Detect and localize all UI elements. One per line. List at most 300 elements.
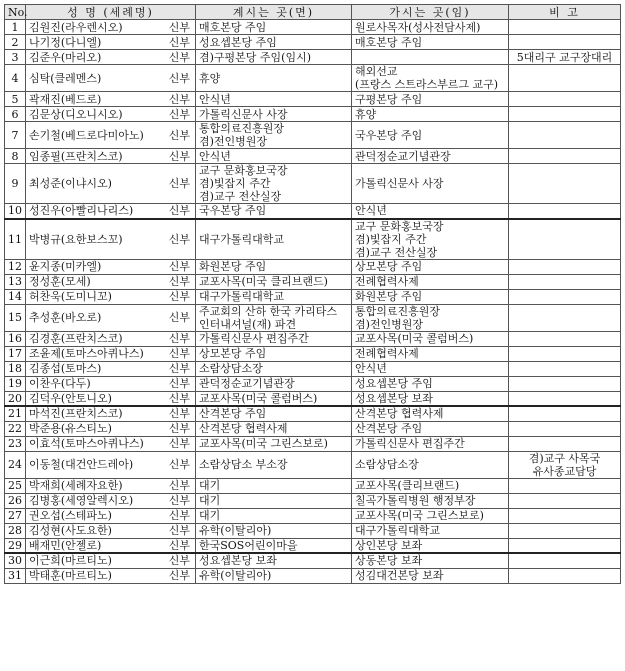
priest-name: 김문상(디오니시오) [29, 107, 123, 121]
row-number: 26 [5, 493, 26, 508]
new-post-cell [352, 553, 509, 568]
new-post-line: 통합의료진흥원장 [355, 304, 441, 318]
remark-cell [509, 274, 621, 289]
current-post-cell [196, 289, 352, 304]
current-post-line: 성요셉본당 보좌 [199, 554, 277, 568]
new-post-line: 원로사목자(성사전담사제) [355, 20, 481, 34]
current-post-line: 겸)빛잡지 주간 [199, 177, 271, 190]
priest-name: 윤지종(미카엘) [29, 260, 102, 273]
table-row [5, 361, 621, 376]
new-post-line: 가톨릭신문사 편집주간 [355, 437, 465, 450]
row-number: 28 [5, 523, 26, 538]
new-post-line: (프랑스 스트라스부르그 교구) [355, 78, 499, 91]
new-post-cell [352, 391, 509, 406]
new-post-cell [352, 50, 509, 65]
current-post-cell [196, 361, 352, 376]
new-post-line: 화원본당 주임 [355, 290, 423, 303]
new-post-cell [352, 274, 509, 289]
table-row [5, 523, 621, 538]
current-post-cell [196, 274, 352, 289]
current-post-line: 겸)구평본당 주임(임시) [199, 50, 312, 64]
new-post-cell [352, 568, 509, 583]
table-body [5, 20, 621, 584]
priest-title: 신부 [168, 50, 190, 64]
new-post-cell [352, 478, 509, 493]
row-number: 24 [5, 451, 26, 478]
priest-title: 신부 [168, 275, 190, 288]
row-number: 22 [5, 421, 26, 436]
priest-name: 곽재진(베드로) [29, 92, 102, 106]
priest-name-cell [26, 289, 196, 304]
current-post-cell [196, 451, 352, 478]
priest-title: 신부 [168, 177, 190, 190]
priest-name-cell [26, 361, 196, 376]
row-number: 11 [5, 219, 26, 260]
priest-name-cell [26, 568, 196, 583]
priest-title: 신부 [168, 391, 190, 405]
current-post-cell [196, 20, 352, 35]
priest-name-cell [26, 331, 196, 346]
table-row [5, 107, 621, 122]
priest-name-cell [26, 538, 196, 553]
priest-title: 신부 [168, 377, 190, 390]
table-row [5, 346, 621, 361]
new-post-cell [352, 259, 509, 274]
priest-name: 이동철(대건안드레아) [29, 458, 134, 471]
new-post-line: 성요셉본당 주임 [355, 377, 433, 390]
priest-name-cell [26, 92, 196, 107]
table-row [5, 493, 621, 508]
remark-cell [509, 304, 621, 331]
current-post-cell [196, 508, 352, 523]
priest-name: 이근희(마르티노) [29, 554, 112, 568]
header-from: 계시는 곳(면) [196, 5, 352, 20]
new-post-line: 상인본당 보좌 [355, 538, 423, 552]
table-row [5, 376, 621, 391]
table-row [5, 538, 621, 553]
priest-name: 최성준(이냐시오) [29, 177, 112, 190]
new-post-line: 칠곡가톨릭병원 행정부장 [355, 494, 476, 507]
current-post-line: 산격본당 주임 [199, 407, 267, 421]
priest-name: 김경훈(프란치스코) [29, 332, 123, 345]
priest-name-cell [26, 523, 196, 538]
current-post-cell [196, 568, 352, 583]
header-name: 성 명 (세례명) [26, 5, 196, 20]
new-post-cell [352, 376, 509, 391]
current-post-cell [196, 107, 352, 122]
current-post-cell [196, 204, 352, 219]
table-row [5, 259, 621, 274]
priest-title: 신부 [168, 290, 190, 303]
table-row [5, 391, 621, 406]
remark-cell [509, 478, 621, 493]
remark-cell [509, 259, 621, 274]
new-post-line: 겸)교구 전산실장 [355, 245, 438, 259]
current-post-line: 소람상담소 부소장 [199, 458, 288, 471]
current-post-line: 겸)전인병원장 [199, 135, 268, 148]
new-post-line: 성요셉본당 보좌 [355, 391, 433, 405]
row-number: 6 [5, 107, 26, 122]
priest-title: 신부 [168, 71, 190, 85]
new-post-cell [352, 538, 509, 553]
row-number: 10 [5, 204, 26, 219]
remark-cell [509, 451, 621, 478]
priest-name-cell [26, 65, 196, 92]
current-post-line: 대구가톨릭대학교 [199, 232, 285, 246]
current-post-cell [196, 376, 352, 391]
row-number: 20 [5, 391, 26, 406]
table-row [5, 568, 621, 583]
current-post-cell [196, 421, 352, 436]
current-post-line: 휴양 [199, 71, 221, 85]
new-post-cell [352, 92, 509, 107]
current-post-cell [196, 553, 352, 568]
priest-title: 신부 [168, 524, 190, 537]
table-row [5, 65, 621, 92]
current-post-cell [196, 35, 352, 50]
remark-cell [509, 149, 621, 164]
table-row [5, 289, 621, 304]
current-post-cell [196, 219, 352, 260]
current-post-line: 대구가톨릭대학교 [199, 290, 285, 303]
current-post-line: 한국SOS어린이마을 [199, 538, 298, 552]
remark-cell [509, 164, 621, 204]
current-post-line: 겸)교구 전산실장 [199, 190, 282, 203]
new-post-cell [352, 451, 509, 478]
new-post-cell [352, 361, 509, 376]
priest-title: 신부 [168, 494, 190, 507]
priest-name-cell [26, 122, 196, 149]
priest-name-cell [26, 35, 196, 50]
priest-name: 심탁(클레멘스) [29, 71, 102, 85]
current-post-line: 교구 문화홍보국장 [199, 164, 288, 177]
remark-cell [509, 376, 621, 391]
priest-name-cell [26, 149, 196, 164]
priest-name-cell [26, 391, 196, 406]
new-post-line: 성김대건본당 보좌 [355, 569, 444, 582]
new-post-cell [352, 436, 509, 451]
priest-name: 마석진(프란치스코) [29, 407, 123, 421]
priest-name: 배재민(안젤로) [29, 538, 102, 552]
remark-cell [509, 35, 621, 50]
new-post-cell [352, 304, 509, 331]
priest-name: 조윤제(토마스아퀴나스) [29, 347, 144, 360]
priest-title: 신부 [168, 107, 190, 121]
current-post-line: 소람상담소장 [199, 362, 263, 375]
clergy-appointment-table [4, 4, 621, 584]
header-no: No. [5, 5, 26, 20]
table-row [5, 274, 621, 289]
table-row [5, 20, 621, 35]
row-number: 18 [5, 361, 26, 376]
current-post-line: 통합의료진흥원장 [199, 122, 285, 135]
new-post-line: 휴양 [355, 107, 377, 121]
table-row [5, 451, 621, 478]
remark-cell [509, 553, 621, 568]
new-post-line: 산격본당 주임 [355, 422, 423, 435]
remark-cell [509, 219, 621, 260]
remark-cell [509, 361, 621, 376]
current-post-cell [196, 50, 352, 65]
current-post-line: 유학(이탈리아) [199, 524, 272, 537]
remark-line: 유사종교담당 [532, 464, 597, 478]
priest-name-cell [26, 20, 196, 35]
row-number: 31 [5, 568, 26, 583]
row-number: 13 [5, 274, 26, 289]
priest-name-cell [26, 50, 196, 65]
priest-name-cell [26, 204, 196, 219]
table-row [5, 421, 621, 436]
priest-name: 성진우(아빨리나리스) [29, 204, 134, 218]
priest-title: 신부 [168, 407, 190, 421]
priest-name: 허찬욱(도미니꼬) [29, 290, 112, 303]
new-post-line: 대구가톨릭대학교 [355, 524, 441, 537]
remark-cell [509, 493, 621, 508]
remark-cell [509, 538, 621, 553]
row-number: 14 [5, 289, 26, 304]
priest-title: 신부 [168, 362, 190, 375]
table-row [5, 92, 621, 107]
row-number: 27 [5, 508, 26, 523]
current-post-line: 교포사목(미국 콜럼버스) [199, 391, 318, 405]
table-row [5, 164, 621, 204]
header-to: 가시는 곳(임) [352, 5, 509, 20]
remark-cell [509, 20, 621, 35]
remark-cell [509, 122, 621, 149]
current-post-cell [196, 149, 352, 164]
priest-title: 신부 [168, 20, 190, 34]
current-post-line: 유학(이탈리아) [199, 569, 272, 582]
new-post-line: 교포사목(미국 그린스보로) [355, 509, 484, 522]
table-row [5, 406, 621, 421]
priest-title: 신부 [168, 538, 190, 552]
new-post-line: 교구 문화홍보국장 [355, 219, 444, 233]
row-number: 23 [5, 436, 26, 451]
table-row [5, 553, 621, 568]
priest-name-cell [26, 493, 196, 508]
current-post-cell [196, 65, 352, 92]
current-post-line: 가톨릭신문사 편집주간 [199, 332, 309, 345]
current-post-line: 인터내셔널(재) 파견 [199, 317, 297, 331]
row-number: 7 [5, 122, 26, 149]
remark-line: 5대리구 교구장대리 [516, 50, 613, 64]
current-post-cell [196, 406, 352, 421]
remark-cell [509, 391, 621, 406]
current-post-cell [196, 304, 352, 331]
priest-name: 임종필(프란치스코) [29, 149, 123, 163]
table-row [5, 331, 621, 346]
priest-title: 신부 [168, 458, 190, 471]
priest-title: 신부 [168, 204, 190, 218]
new-post-cell [352, 164, 509, 204]
priest-name: 박준용(유스티노) [29, 422, 112, 435]
new-post-cell [352, 331, 509, 346]
priest-name-cell [26, 406, 196, 421]
priest-name-cell [26, 259, 196, 274]
new-post-cell [352, 219, 509, 260]
priest-name: 박재희(세례자요한) [29, 479, 123, 492]
new-post-cell [352, 523, 509, 538]
table-row [5, 219, 621, 260]
remark-cell [509, 523, 621, 538]
current-post-cell [196, 259, 352, 274]
row-number: 4 [5, 65, 26, 92]
current-post-line: 대기 [199, 509, 221, 522]
remark-cell [509, 289, 621, 304]
priest-name: 김병홍(세영알렉시오) [29, 494, 134, 507]
new-post-line: 가톨릭신문사 사장 [355, 177, 444, 190]
current-post-cell [196, 523, 352, 538]
current-post-line: 대기 [199, 479, 221, 492]
priest-title: 신부 [168, 35, 190, 49]
new-post-line: 산격본당 협력사제 [355, 407, 444, 421]
priest-name: 추성훈(바오로) [29, 311, 102, 324]
remark-cell [509, 92, 621, 107]
new-post-line: 해외선교 [355, 65, 398, 78]
priest-name: 김원진(라우렌시오) [29, 20, 123, 34]
new-post-cell [352, 289, 509, 304]
remark-cell [509, 508, 621, 523]
new-post-cell [352, 122, 509, 149]
remark-cell [509, 107, 621, 122]
table-row [5, 508, 621, 523]
priest-name: 김준우(마리오) [29, 50, 102, 64]
table-row [5, 35, 621, 50]
current-post-line: 안식년 [199, 149, 231, 163]
priest-name-cell [26, 478, 196, 493]
new-post-line: 교포사목(미국 콜럼버스) [355, 332, 474, 345]
current-post-cell [196, 436, 352, 451]
remark-line: 겸)교구 사목국 [528, 451, 601, 465]
priest-name-cell [26, 164, 196, 204]
priest-title: 신부 [168, 509, 190, 522]
priest-name: 나기정(다니엘) [29, 35, 102, 49]
priest-title: 신부 [168, 554, 190, 568]
priest-name-cell [26, 421, 196, 436]
new-post-cell [352, 508, 509, 523]
priest-title: 신부 [168, 149, 190, 163]
table-row [5, 149, 621, 164]
priest-name: 김성현(사도요한) [29, 524, 112, 537]
current-post-cell [196, 346, 352, 361]
current-post-line: 대기 [199, 494, 221, 507]
row-number: 19 [5, 376, 26, 391]
current-post-cell [196, 92, 352, 107]
row-number: 1 [5, 20, 26, 35]
document-page [4, 4, 621, 584]
new-post-line: 매호본당 주임 [355, 35, 423, 49]
row-number: 30 [5, 553, 26, 568]
priest-title: 신부 [168, 260, 190, 273]
new-post-cell [352, 35, 509, 50]
new-post-line: 겸)전인병원장 [355, 317, 424, 331]
new-post-line: 교포사목(클리브랜드) [355, 479, 460, 492]
current-post-cell [196, 538, 352, 553]
remark-cell [509, 421, 621, 436]
table-row [5, 50, 621, 65]
current-post-cell [196, 331, 352, 346]
priest-name-cell [26, 436, 196, 451]
priest-name: 김종섭(토마스) [29, 362, 102, 375]
new-post-cell [352, 406, 509, 421]
row-number: 29 [5, 538, 26, 553]
table-row [5, 436, 621, 451]
priest-title: 신부 [168, 437, 190, 450]
row-number: 15 [5, 304, 26, 331]
priest-title: 신부 [168, 479, 190, 492]
remark-cell [509, 568, 621, 583]
new-post-line: 전례협력사제 [355, 275, 419, 288]
remark-cell [509, 436, 621, 451]
new-post-cell [352, 204, 509, 219]
priest-name-cell [26, 219, 196, 260]
priest-title: 신부 [168, 569, 190, 582]
new-post-line: 안식년 [355, 204, 387, 218]
priest-name-cell [26, 553, 196, 568]
table-header-row [5, 5, 621, 20]
remark-cell [509, 346, 621, 361]
current-post-line: 산격본당 협력사제 [199, 422, 288, 435]
remark-cell [509, 50, 621, 65]
current-post-line: 상모본당 주임 [199, 347, 267, 360]
row-number: 12 [5, 259, 26, 274]
new-post-cell [352, 346, 509, 361]
new-post-line: 안식년 [355, 362, 387, 375]
table-row [5, 204, 621, 219]
priest-name: 이찬우(다두) [29, 377, 91, 390]
current-post-cell [196, 164, 352, 204]
current-post-line: 관덕정순교기념관장 [199, 377, 295, 390]
new-post-cell [352, 20, 509, 35]
current-post-line: 교포사목(미국 그린스보로) [199, 437, 328, 450]
remark-cell [509, 331, 621, 346]
priest-name-cell [26, 107, 196, 122]
row-number: 9 [5, 164, 26, 204]
new-post-cell [352, 149, 509, 164]
row-number: 8 [5, 149, 26, 164]
priest-title: 신부 [168, 332, 190, 345]
remark-cell [509, 65, 621, 92]
new-post-cell [352, 493, 509, 508]
current-post-line: 화원본당 주임 [199, 260, 267, 273]
row-number: 5 [5, 92, 26, 107]
priest-name-cell [26, 508, 196, 523]
priest-title: 신부 [168, 92, 190, 106]
current-post-cell [196, 122, 352, 149]
priest-name: 이효석(토마스아퀴나스) [29, 437, 144, 450]
current-post-cell [196, 478, 352, 493]
table-row [5, 478, 621, 493]
priest-title: 신부 [168, 128, 190, 142]
new-post-cell [352, 107, 509, 122]
new-post-line: 관덕정순교기념관장 [355, 149, 451, 163]
new-post-line: 전례협력사제 [355, 347, 419, 360]
current-post-line: 국우본당 주임 [199, 204, 267, 218]
priest-name-cell [26, 304, 196, 331]
new-post-line: 국우본당 주임 [355, 128, 423, 142]
table-row [5, 304, 621, 331]
current-post-line: 성요셉본당 주임 [199, 35, 277, 49]
priest-name-cell [26, 346, 196, 361]
priest-title: 신부 [168, 232, 190, 246]
priest-title: 신부 [168, 422, 190, 435]
current-post-line: 주교회의 산하 한국 카리타스 [199, 304, 338, 318]
current-post-line: 가톨릭신문사 사장 [199, 107, 288, 121]
new-post-cell [352, 65, 509, 92]
priest-name: 박태훈(마르티노) [29, 569, 112, 582]
remark-cell [509, 204, 621, 219]
priest-name: 박병규(요한보스꼬) [29, 232, 123, 246]
